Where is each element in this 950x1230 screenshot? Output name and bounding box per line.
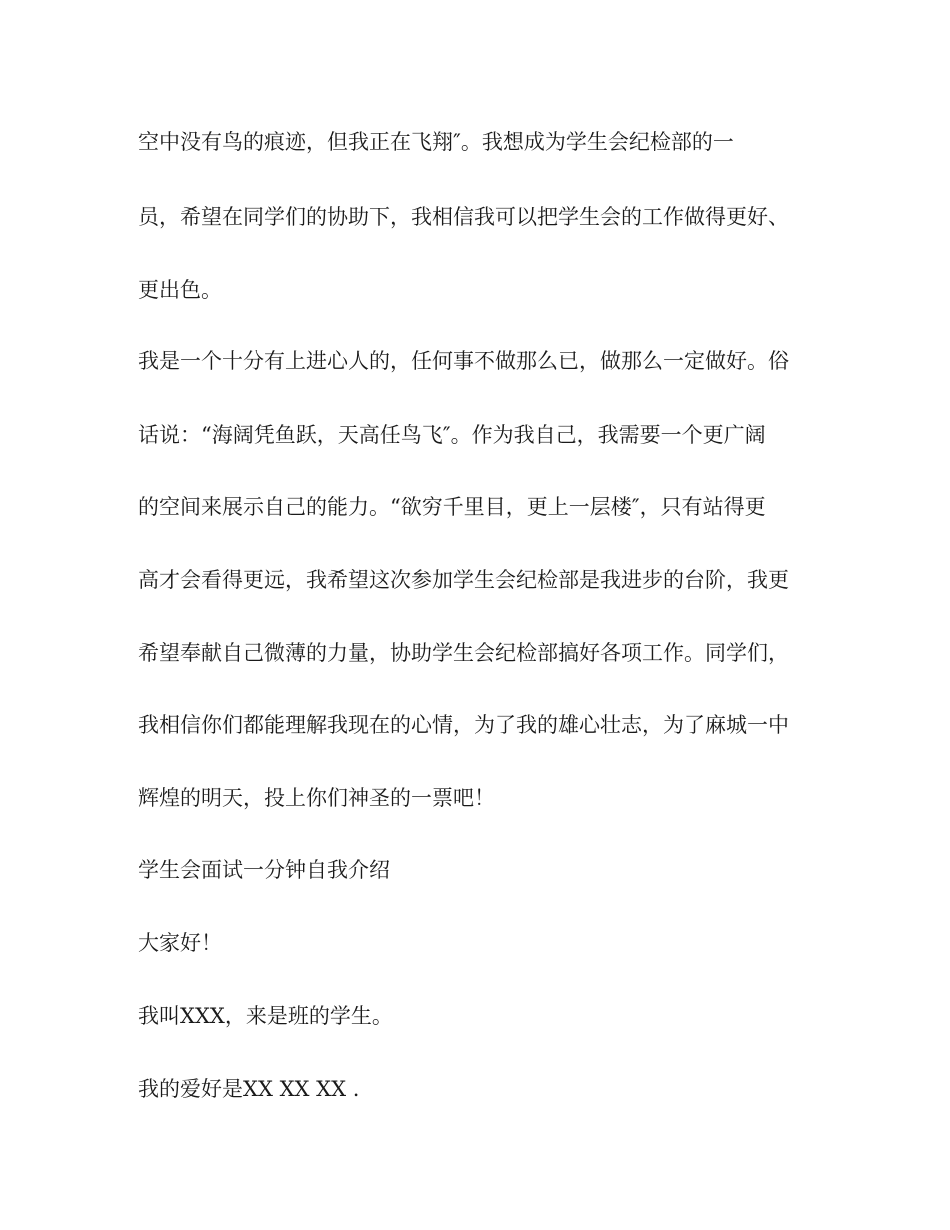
paragraph-line: 我的爱好是XX XX XX .	[138, 1077, 360, 1101]
section-heading: 学生会面试一分钟自我介绍	[138, 858, 390, 882]
paragraph-line: 高才会看得更远，我希望这次参加学生会纪检部是我进步的台阶，我更	[138, 568, 789, 592]
paragraph-line: 话说：“海阔凭鱼跃，天高任鸟飞″。作为我自己，我需要一个更广阔	[138, 423, 766, 447]
greeting-line: 大家好！	[138, 931, 222, 955]
paragraph-line: 的空间来展示自己的能力。“欲穷千里目，更上一层楼″，只有站得更	[138, 495, 766, 519]
paragraph-line: 更出色。	[138, 278, 222, 302]
paragraph-line: 我是一个十分有上进心人的，任何事不做那么已，做那么一定做好。俗	[138, 349, 789, 373]
paragraph-line: 辉煌的明天，投上你们神圣的一票吧！	[138, 786, 495, 810]
paragraph-line: 员，希望在同学们的协助下，我相信我可以把学生会的工作做得更好、	[138, 205, 789, 229]
paragraph-line: 我叫XXX，来是班的学生。	[138, 1004, 393, 1028]
paragraph-line: 空中没有鸟的痕迹，但我正在飞翔″。我想成为学生会纪检部的一	[138, 130, 734, 154]
paragraph-line: 希望奉献自己微薄的力量，协助学生会纪检部搞好各项工作。同学们，	[138, 641, 789, 665]
paragraph-line: 我相信你们都能理解我现在的心情，为了我的雄心壮志，为了麻城一中	[138, 713, 789, 737]
